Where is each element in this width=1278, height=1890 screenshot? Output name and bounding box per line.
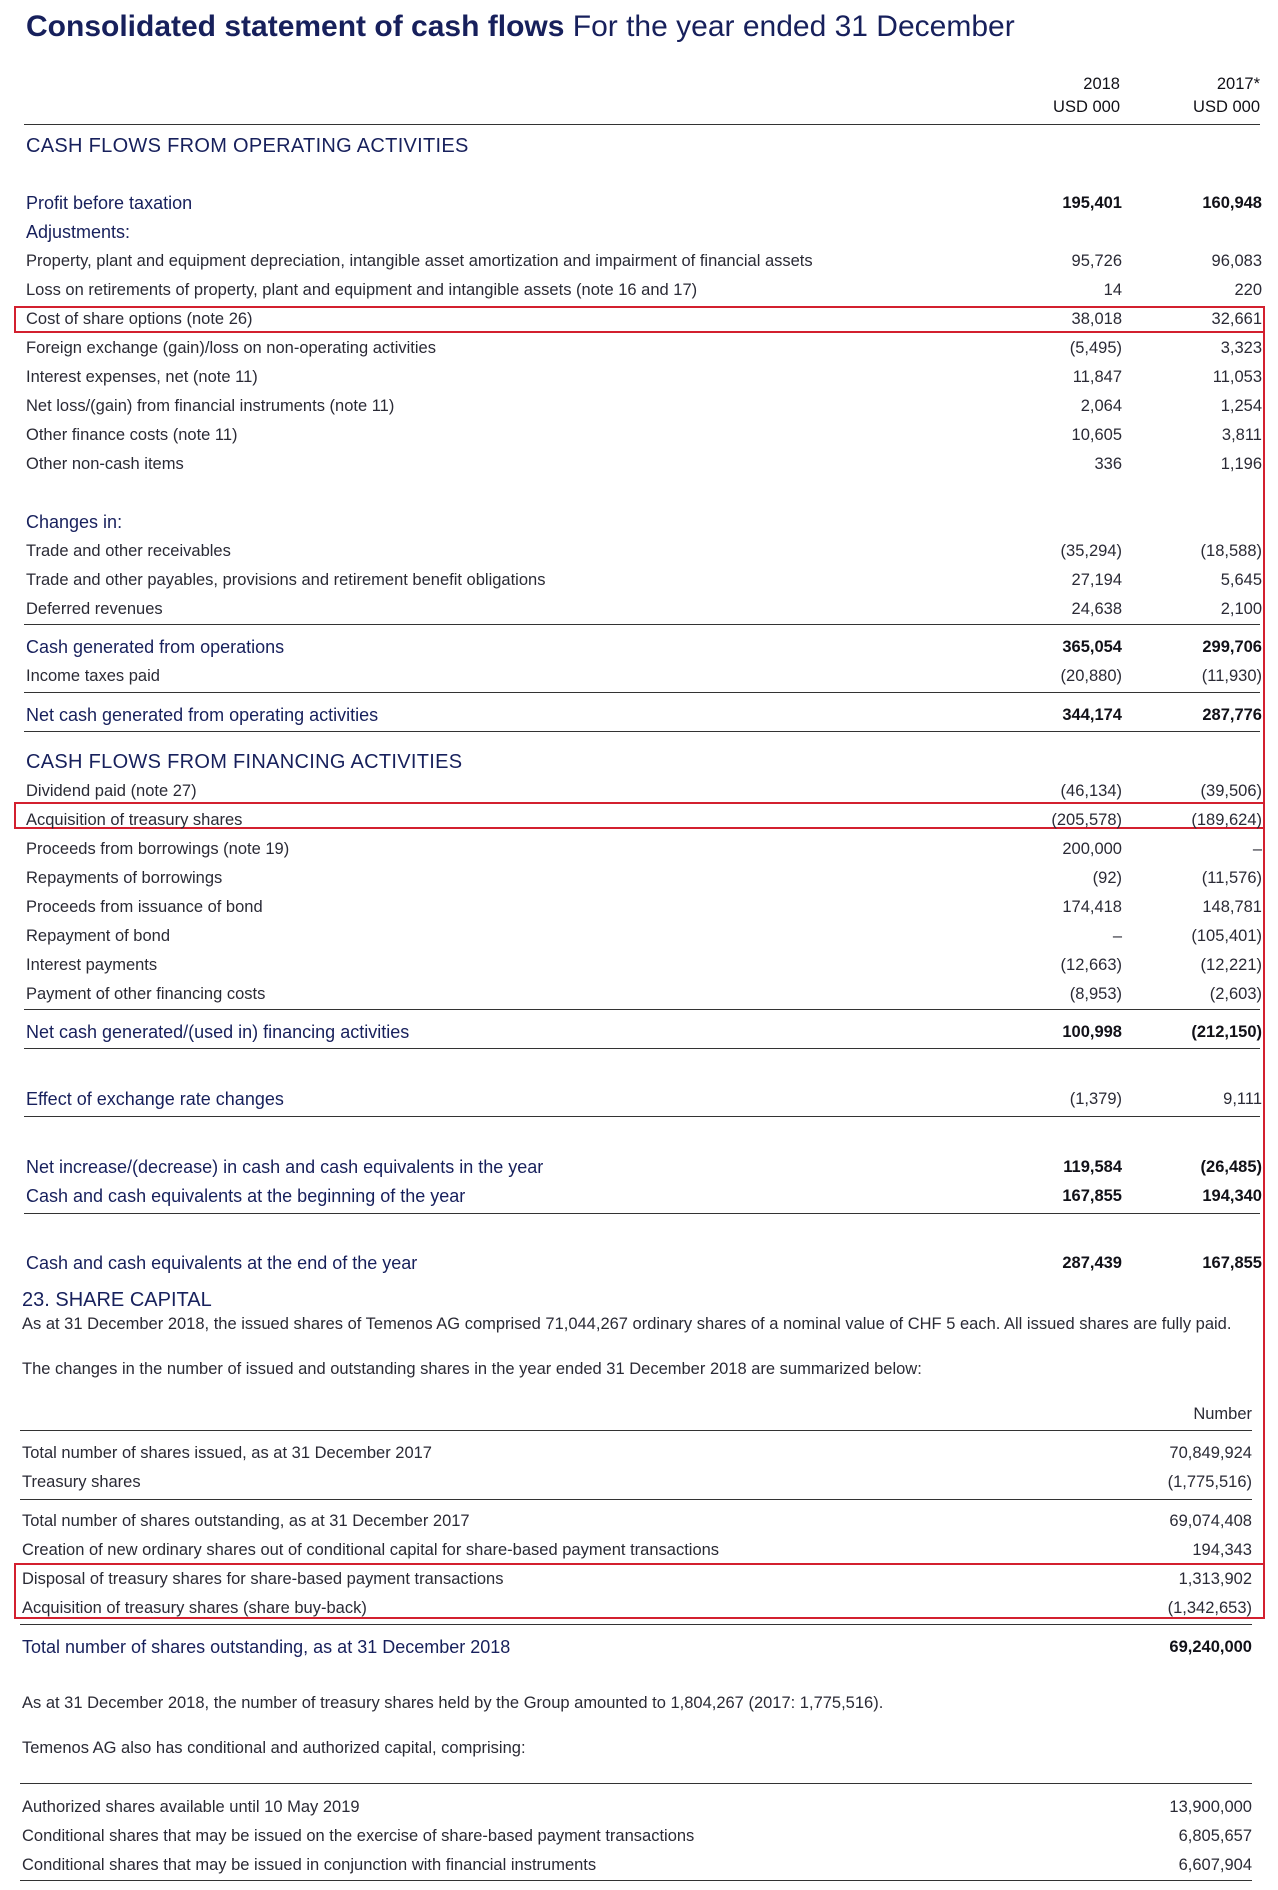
changes-row-2-label: Deferred revenues	[26, 600, 163, 618]
operating-row-8-label: Other finance costs (note 11)	[26, 426, 238, 444]
capital-rows-bottom	[20, 1880, 1252, 1881]
fx-row-value-2018: (1,379)	[1069, 1090, 1122, 1108]
operating-net-row-label: Net cash generated from operating activities	[26, 705, 379, 725]
fx-bottom	[24, 1116, 1260, 1117]
financing-row-7-value-2017: (2,603)	[1209, 985, 1262, 1003]
share-capital-row-3-value: 194,343	[1192, 1541, 1252, 1559]
share-capital-total-top	[20, 1624, 1252, 1625]
operating-row-6-value-2018: 11,847	[1072, 368, 1122, 386]
operating-row-4-label: Cost of share options (note 26)	[26, 310, 253, 328]
changes-row-1-value-2017: 5,645	[1220, 571, 1262, 589]
financing-row-7-value-2018: (8,953)	[1069, 985, 1122, 1003]
financing-row-4-value-2017: 148,781	[1202, 898, 1262, 916]
share-capital-row-4-value: 1,313,902	[1178, 1570, 1252, 1588]
changes-row-2-value-2018: 24,638	[1071, 600, 1122, 618]
financing-row-6-value-2018: (12,663)	[1060, 956, 1122, 974]
share-capital-row-2-label: Total number of shares outstanding, as at 31 December 2017	[22, 1512, 470, 1530]
operating-net-divider	[24, 692, 1260, 693]
operating-row-9-value-2018: 336	[1094, 455, 1122, 473]
operating-row-0-value-2017: 160,948	[1202, 194, 1262, 212]
operating-row-5-value-2018: (5,495)	[1069, 339, 1122, 357]
capital-row-0-value: 13,900,000	[1169, 1798, 1252, 1816]
beginning-cash-row-label: Cash and cash equivalents at the beginning of the year	[26, 1186, 466, 1206]
fx-row-value-2017: 9,111	[1223, 1090, 1262, 1108]
financing-row-0-value-2017: (39,506)	[1200, 782, 1262, 800]
share-capital-row-1-label: Treasury shares	[22, 1473, 141, 1491]
changes-divider	[24, 624, 1260, 625]
operating-row-8-value-2018: 10,605	[1071, 426, 1122, 444]
ending-cash-row-value-2018: 287,439	[1062, 1254, 1122, 1272]
financing-row-5-value-2017: (105,401)	[1191, 927, 1262, 945]
changes-row-0-value-2018: (35,294)	[1060, 542, 1122, 560]
financing-row-2-value-2017: –	[1252, 840, 1262, 858]
operating-row-9-label: Other non-cash items	[26, 455, 184, 473]
operating-row-2-label: Property, plant and equipment depreciation, intangible asset amortization and impairment of financial assets	[26, 252, 813, 270]
share-capital-row-2-value: 69,074,408	[1169, 1512, 1252, 1530]
financing-heading: CASH FLOWS FROM FINANCING ACTIVITIES	[26, 751, 463, 773]
share-capital-para-1: As at 31 December 2018, the issued shares of Temenos AG comprised 71,044,267 ordinary shares of a nominal value of CHF 5 each. All issued shares are fully paid.	[22, 1315, 1232, 1333]
cash-generated-row-value-2017: 299,706	[1202, 638, 1262, 656]
income-taxes-row-value-2017: (11,930)	[1201, 667, 1262, 685]
financing-row-2-value-2018: 200,000	[1062, 840, 1122, 858]
operating-net-row-value-2017: 287,776	[1202, 706, 1262, 724]
financing-row-4-label: Proceeds from issuance of bond	[26, 898, 263, 916]
operating-row-3-value-2018: 14	[1103, 281, 1122, 299]
operating-row-1-label: Adjustments:	[26, 222, 131, 242]
financing-row-3-label: Repayments of borrowings	[26, 869, 223, 887]
share-capital-total-label: Total number of shares outstanding, as at 31 December 2018	[22, 1637, 511, 1657]
net-increase-row-value-2017: (26,485)	[1200, 1158, 1262, 1176]
operating-row-3-value-2017: 220	[1234, 281, 1262, 299]
column-header-2017-year: 2017*	[1216, 75, 1260, 93]
operating-row-0-value-2018: 195,401	[1062, 194, 1122, 212]
beginning-cash-row-value-2018: 167,855	[1062, 1187, 1122, 1205]
share-capital-row-0-label: Total number of shares issued, as at 31 December 2017	[22, 1444, 432, 1462]
share-capital-row-4-label: Disposal of treasury shares for share-based payment transactions	[22, 1570, 504, 1588]
financing-net-row-value-2017: (212,150)	[1191, 1023, 1262, 1041]
column-header-2018-year: 2018	[1083, 75, 1120, 93]
operating-row-4-value-2017: 32,661	[1211, 310, 1262, 328]
operating-row-7-value-2018: 2,064	[1080, 397, 1122, 415]
capital-row-1-label: Conditional shares that may be issued on the exercise of share-based payment transactions	[22, 1827, 695, 1845]
share-capital-row-3-label: Creation of new ordinary shares out of conditional capital for share-based payment transactions	[22, 1541, 720, 1559]
operating-row-0-label: Profit before taxation	[26, 193, 193, 213]
financing-row-5-value-2018: –	[1112, 927, 1122, 945]
page-title	[26, 8, 1015, 46]
operating-row-4-value-2018: 38,018	[1071, 310, 1122, 328]
financing-row-3-value-2018: (92)	[1092, 869, 1122, 887]
capital-row-0-label: Authorized shares available until 10 May 2019	[22, 1798, 360, 1816]
financing-row-2-label: Proceeds from borrowings (note 19)	[26, 840, 290, 858]
operating-row-6-value-2017: 11,053	[1212, 368, 1262, 386]
operating-row-5-value-2017: 3,323	[1220, 339, 1262, 357]
operating-row-6-label: Interest expenses, net (note 11)	[26, 368, 258, 386]
financing-row-5-label: Repayment of bond	[26, 927, 171, 945]
cash-generated-row-label: Cash generated from operations	[26, 637, 285, 657]
operating-net-bottom	[24, 731, 1260, 732]
operating-row-2-value-2017: 96,083	[1211, 252, 1262, 270]
ending-cash-row-label: Cash and cash equivalents at the end of the year	[26, 1253, 418, 1273]
operating-row-9-value-2017: 1,196	[1220, 455, 1262, 473]
capital-row-2-value: 6,607,904	[1178, 1856, 1252, 1874]
operating-net-row-value-2018: 344,174	[1062, 706, 1122, 724]
ending-cash-row-value-2017: 167,855	[1202, 1254, 1262, 1272]
share-capital-total-value: 69,240,000	[1169, 1638, 1252, 1656]
share-capital-col-head: Number	[1193, 1405, 1252, 1423]
changes-row-1-value-2018: 27,194	[1071, 571, 1122, 589]
financing-net-row-label: Net cash generated/(used in) financing activities	[26, 1022, 410, 1042]
share-capital-row-0-value: 70,849,924	[1169, 1444, 1252, 1462]
share-capital-row-5-label: Acquisition of treasury shares (share buy-back)	[22, 1599, 367, 1617]
beginning-cash-row-value-2017: 194,340	[1202, 1187, 1262, 1205]
changes-row-1-label: Trade and other payables, provisions and retirement benefit obligations	[26, 571, 546, 589]
financing-row-6-value-2017: (12,221)	[1200, 956, 1262, 974]
column-header-2018-unit: USD 000	[1053, 98, 1120, 116]
operating-row-8-value-2017: 3,811	[1221, 426, 1262, 444]
financing-net-row-value-2018: 100,998	[1062, 1023, 1122, 1041]
changes-heading: Changes in:	[26, 512, 123, 532]
financing-row-6-label: Interest payments	[26, 956, 158, 974]
page-title-subtitle: For the year ended 31 December	[572, 10, 1015, 43]
income-taxes-row-value-2018: (20,880)	[1060, 667, 1122, 685]
financing-row-0-value-2018: (46,134)	[1060, 782, 1122, 800]
share-capital-divider-1	[20, 1499, 1252, 1500]
fx-row-label: Effect of exchange rate changes	[26, 1089, 284, 1109]
changes-row-0-value-2017: (18,588)	[1200, 542, 1262, 560]
financing-row-7-label: Payment of other financing costs	[26, 985, 266, 1003]
operating-row-7-value-2017: 1,254	[1220, 397, 1262, 415]
income-taxes-row-label: Income taxes paid	[26, 667, 160, 685]
financing-row-4-value-2018: 174,418	[1062, 898, 1122, 916]
financing-net-bottom	[24, 1048, 1260, 1049]
beginning-cash-bottom	[24, 1213, 1260, 1214]
operating-row-2-value-2018: 95,726	[1071, 252, 1122, 270]
operating-row-7-label: Net loss/(gain) from financial instruments (note 11)	[26, 397, 395, 415]
page-title-bold: Consolidated statement of cash flows	[26, 10, 565, 43]
share-capital-head-divider	[20, 1430, 1252, 1431]
capital-row-2-label: Conditional shares that may be issued in conjunction with financial instruments	[22, 1856, 597, 1874]
share-capital-heading: 23. SHARE CAPITAL	[22, 1289, 212, 1311]
share-capital-para-2: The changes in the number of issued and outstanding shares in the year ended 31 December 2018 are summarized below:	[22, 1360, 922, 1378]
operating-row-3-label: Loss on retirements of property, plant and equipment and intangible assets (note 16 and 17)	[26, 281, 698, 299]
share-capital-row-1-value: (1,775,516)	[1167, 1473, 1252, 1491]
highlight-connector-line	[1263, 332, 1265, 1564]
column-header-2017-unit: USD 000	[1193, 98, 1260, 116]
changes-row-0-label: Trade and other receivables	[26, 542, 231, 560]
operating-heading: CASH FLOWS FROM OPERATING ACTIVITIES	[26, 135, 469, 157]
net-increase-row-label: Net increase/(decrease) in cash and cash equivalents in the year	[26, 1157, 544, 1177]
operating-row-5-label: Foreign exchange (gain)/loss on non-operating activities	[26, 339, 436, 357]
financing-row-1-value-2018: (205,578)	[1051, 811, 1122, 829]
net-increase-row-value-2018: 119,584	[1063, 1158, 1122, 1176]
share-capital-row-5-value: (1,342,653)	[1167, 1599, 1252, 1617]
financing-divider	[24, 1009, 1260, 1010]
capital-rows-top	[20, 1783, 1252, 1784]
share-capital-para-3: As at 31 December 2018, the number of treasury shares held by the Group amounted to 1,804,267 (2017: 1,775,516).	[22, 1694, 884, 1712]
cash-generated-row-value-2018: 365,054	[1062, 638, 1122, 656]
financing-row-1-value-2017: (189,624)	[1191, 811, 1262, 829]
header-divider	[24, 124, 1260, 125]
changes-row-2-value-2017: 2,100	[1220, 600, 1262, 618]
financing-row-0-label: Dividend paid (note 27)	[26, 782, 197, 800]
capital-row-1-value: 6,805,657	[1178, 1827, 1252, 1845]
share-capital-para-4: Temenos AG also has conditional and authorized capital, comprising:	[22, 1739, 526, 1757]
financing-row-3-value-2017: (11,576)	[1201, 869, 1262, 887]
financing-row-1-label: Acquisition of treasury shares	[26, 811, 243, 829]
